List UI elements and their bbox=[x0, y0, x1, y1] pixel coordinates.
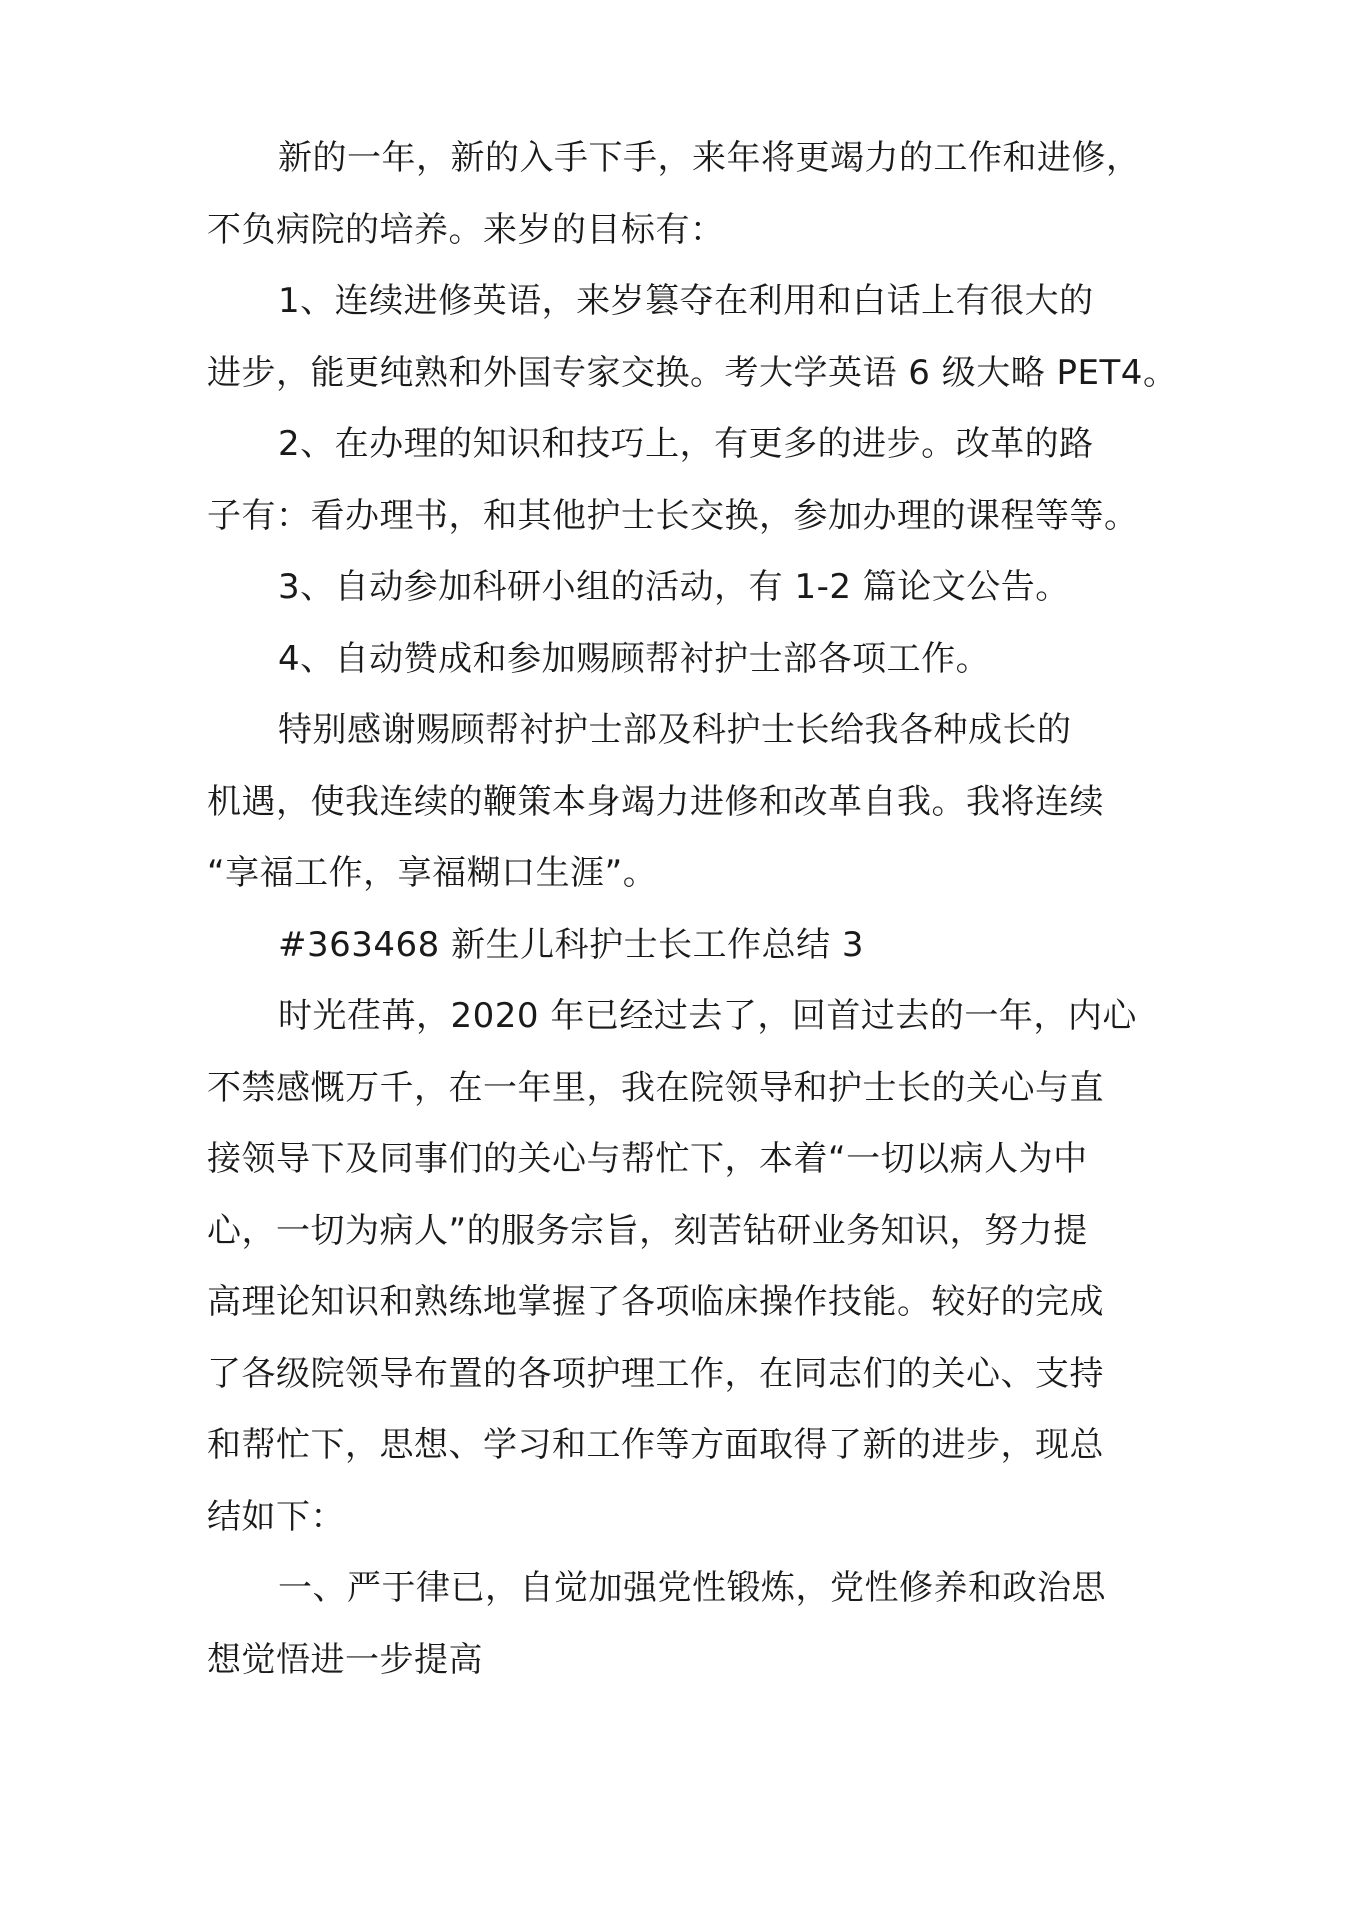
text-line bbox=[207, 266, 1172, 338]
text-line: 心，一切为病人”的服务宗旨，刻苦钻研业务知识，努力提 bbox=[207, 1210, 1088, 1251]
section-heading bbox=[207, 910, 1172, 982]
document-body bbox=[207, 123, 1178, 1696]
text-line bbox=[207, 552, 1172, 624]
text-line: 想觉悟进一步提高 bbox=[207, 1639, 483, 1680]
paragraph-section-one bbox=[207, 1553, 1172, 1696]
text-line: 不负病院的培养。来岁的目标有： bbox=[207, 209, 725, 250]
list-item-text: 自动参加科研小组的活动，有 1-2 篇论文公告。 bbox=[334, 567, 1070, 607]
list-number: 4、 bbox=[278, 638, 335, 679]
paragraph-new-year bbox=[207, 123, 1172, 266]
list-item-4 bbox=[207, 624, 1172, 696]
list-item-text: 自动赞成和参加赐顾帮衬护士部各项工作。 bbox=[334, 638, 991, 679]
text-line: 不禁感慨万千，在一年里，我在院领导和护士长的关心与直 bbox=[207, 1067, 1104, 1108]
list-item-3 bbox=[207, 552, 1172, 624]
list-number: 2、 bbox=[278, 424, 335, 464]
text-line: 一、严于律已，自觉加强党性锻炼，党性修养和政治思 bbox=[278, 1568, 1106, 1608]
text-line: 进步，能更纯熟和外国专家交换。考大学英语 6 级大略 PET4。 bbox=[207, 352, 1178, 393]
text-line bbox=[207, 624, 1172, 696]
list-item-text: 连续进修英语，来岁篡夺在利用和白话上有很大的 bbox=[334, 281, 1094, 321]
list-item-1 bbox=[207, 266, 1178, 409]
text-line: 子有：看办理书，和其他护士长交换，参加办理的课程等等。 bbox=[207, 495, 1139, 536]
text-line: 了各级院领导布置的各项护理工作，在同志们的关心、支持 bbox=[207, 1353, 1104, 1394]
text-line: 和帮忙下，思想、学习和工作等方面取得了新的进步，现总 bbox=[207, 1425, 1104, 1465]
text-line: 高理论知识和熟练地掌握了各项临床操作技能。较好的完成 bbox=[207, 1282, 1104, 1322]
text-line: 新的一年，新的入手下手，来年将更竭力的工作和进修， bbox=[278, 138, 1141, 178]
list-number: 1、 bbox=[278, 281, 335, 321]
text-line: 时光荏苒，2020 年已经过去了，回首过去的一年，内心 bbox=[278, 996, 1137, 1036]
paragraph-summary bbox=[207, 981, 1172, 1553]
text-line: 机遇，使我连续的鞭策本身竭力进修和改革自我。我将连续 bbox=[207, 781, 1104, 822]
text-line bbox=[207, 409, 1172, 481]
list-item-2 bbox=[207, 409, 1172, 552]
text-line: 结如下： bbox=[207, 1496, 345, 1537]
text-line: “享福工作，享福糊口生涯”。 bbox=[207, 853, 658, 893]
list-item-text: 在办理的知识和技巧上，有更多的进步。改革的路 bbox=[334, 424, 1094, 464]
text-line: 接领导下及同事们的关心与帮忙下，本着“一切以病人为中 bbox=[207, 1139, 1088, 1179]
paragraph-thanks bbox=[207, 695, 1172, 910]
list-number: 3、 bbox=[278, 567, 335, 607]
text-line: #363468 新生儿科护士长工作总结 3 bbox=[278, 924, 865, 965]
text-line: 特别感谢赐顾帮衬护士部及科护士长给我各种成长的 bbox=[278, 710, 1072, 750]
